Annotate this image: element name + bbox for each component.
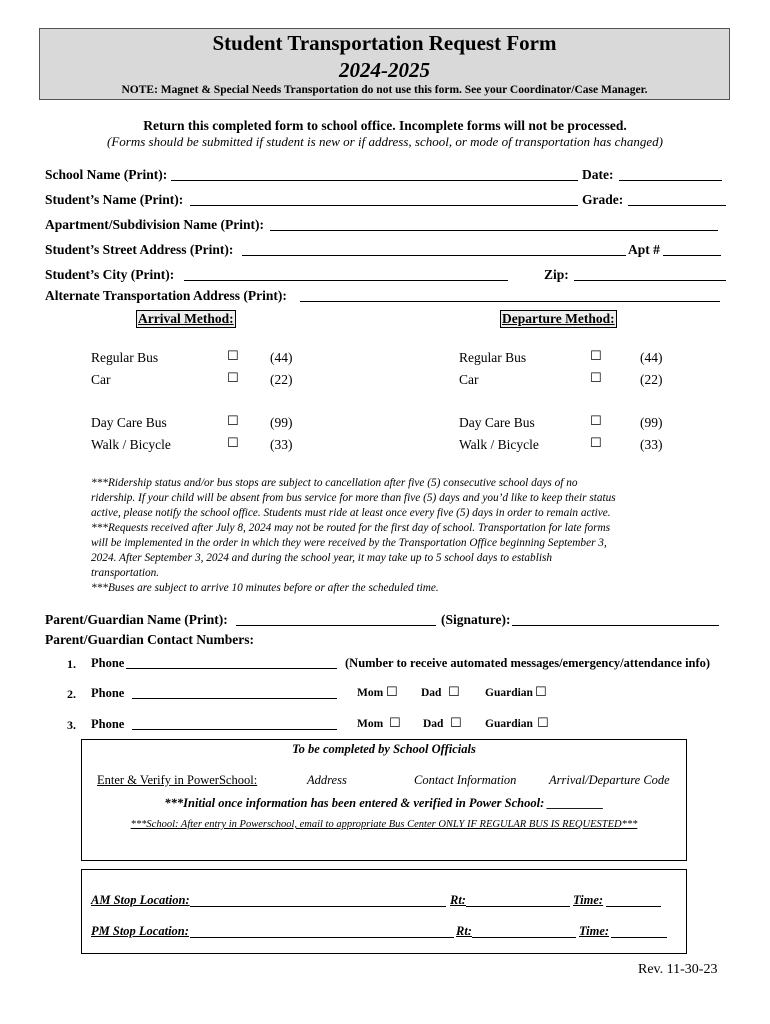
- am-time-input[interactable]: [606, 906, 661, 907]
- phone3-label: Phone: [91, 717, 125, 731]
- officials-address: Address: [307, 773, 347, 787]
- pm-stop-input[interactable]: [190, 937, 454, 938]
- arrival-day-care-bus-code: (99): [270, 415, 293, 430]
- departure-regular-bus-code: (44): [640, 350, 663, 365]
- notice-line: active, please notify the school office. Students must ride at least once every five (5) days in order to remain active.: [91, 507, 611, 519]
- notice-line: transportation.: [91, 567, 160, 579]
- header-note: NOTE: Magnet & Special Needs Transportation do not use this form. See your Coordinator/Case Manager.: [121, 84, 648, 96]
- grade-input[interactable]: [628, 205, 726, 206]
- apartment-input[interactable]: [270, 230, 718, 231]
- school-name-input[interactable]: [171, 180, 578, 181]
- revision-label: Rev. 11-30-23: [638, 962, 718, 977]
- phone3-mom-label: Mom: [357, 718, 384, 730]
- form-title: Student Transportation Request Form: [212, 31, 557, 55]
- phone1-number: 1.: [67, 657, 76, 671]
- am-time-label: Time:: [573, 893, 604, 907]
- phone2-number: 2.: [67, 687, 76, 701]
- am-stop-label: AM Stop Location:: [91, 893, 190, 907]
- parent-name-label: Parent/Guardian Name (Print):: [45, 612, 228, 627]
- signature-label: (Signature):: [441, 612, 511, 627]
- grade-label: Grade:: [582, 192, 624, 207]
- phone2-mom-label: Mom: [357, 687, 384, 699]
- alt-address-label: Alternate Transportation Address (Print):: [45, 288, 287, 303]
- zip-label: Zip:: [544, 267, 569, 282]
- phone2-guardian-checkbox[interactable]: ☐: [535, 685, 547, 700]
- departure-day-care-bus-code: (99): [640, 415, 663, 430]
- am-rt-label: Rt:: [450, 893, 466, 907]
- arrival-option-walk-bicycle: Walk / Bicycle: [91, 437, 171, 452]
- phone1-label: Phone: [91, 656, 125, 670]
- phone3-input[interactable]: [132, 729, 337, 730]
- phone2-label: Phone: [91, 686, 125, 700]
- departure-car-checkbox[interactable]: ☐: [590, 371, 602, 386]
- departure-car-code: (22): [640, 372, 663, 387]
- street-label: Student’s Street Address (Print):: [45, 242, 234, 257]
- arrival-option-regular-bus: Regular Bus: [91, 350, 159, 365]
- phone3-dad-checkbox[interactable]: ☐: [450, 716, 462, 731]
- phone2-dad-label: Dad: [421, 687, 442, 699]
- phone1-input[interactable]: [126, 668, 337, 669]
- phone3-guardian-label: Guardian: [485, 718, 533, 730]
- student-name-input[interactable]: [190, 205, 578, 206]
- intro-line2: (Forms should be submitted if student is new or if address, school, or mode of transportation has changed): [107, 134, 663, 149]
- departure-day-care-bus-checkbox[interactable]: ☐: [590, 414, 602, 429]
- date-label: Date:: [582, 167, 614, 182]
- apartment-label: Apartment/Subdivision Name (Print):: [45, 217, 264, 232]
- notice-line: ***Ridership status and/or bus stops are subject to cancellation after five (5) consecutive school days of no: [91, 477, 578, 489]
- phone3-mom-checkbox[interactable]: ☐: [389, 716, 401, 731]
- phone2-input[interactable]: [132, 698, 337, 699]
- departure-regular-bus-checkbox[interactable]: ☐: [590, 349, 602, 364]
- parent-name-input[interactable]: [236, 625, 436, 626]
- pm-stop-label: PM Stop Location:: [91, 924, 189, 938]
- departure-option-walk-bicycle: Walk / Bicycle: [459, 437, 539, 452]
- signature-input[interactable]: [512, 625, 719, 626]
- phone3-guardian-checkbox[interactable]: ☐: [537, 716, 549, 731]
- arrival-regular-bus-checkbox[interactable]: ☐: [227, 349, 239, 364]
- student-name-label: Student’s Name (Print):: [45, 192, 184, 207]
- departure-option-day-care-bus: Day Care Bus: [459, 415, 535, 430]
- departure-walk-bicycle-checkbox[interactable]: ☐: [590, 436, 602, 451]
- city-label: Student’s City (Print):: [45, 267, 175, 282]
- pm-rt-input[interactable]: [472, 937, 576, 938]
- arrival-car-code: (22): [270, 372, 293, 387]
- apt-label: Apt #: [628, 242, 660, 257]
- departure-option-car: Car: [459, 372, 479, 387]
- am-rt-input[interactable]: [466, 906, 570, 907]
- date-input[interactable]: [619, 180, 722, 181]
- notice-line: 2024. After September 3, 2024 and during the school year, it may take up to 5 school days to establish: [91, 552, 553, 564]
- phone2-dad-checkbox[interactable]: ☐: [448, 685, 460, 700]
- officials-initial: ***Initial once information has been entered & verified in Power School: _________: [164, 796, 604, 810]
- alt-address-input[interactable]: [300, 301, 720, 302]
- arrival-car-checkbox[interactable]: ☐: [227, 371, 239, 386]
- street-input[interactable]: [242, 255, 626, 256]
- arrival-method-label: Arrival Method:: [138, 311, 234, 326]
- officials-title: To be completed by School Officials: [292, 742, 476, 756]
- pm-rt-label: Rt:: [456, 924, 472, 938]
- phone2-guardian-label: Guardian: [485, 687, 533, 699]
- form-year: 2024-2025: [339, 58, 430, 82]
- zip-input[interactable]: [574, 280, 726, 281]
- am-stop-input[interactable]: [190, 906, 446, 907]
- pm-time-label: Time:: [579, 924, 610, 938]
- arrival-walk-bicycle-code: (33): [270, 437, 293, 452]
- pm-time-input[interactable]: [611, 937, 667, 938]
- arrival-walk-bicycle-checkbox[interactable]: ☐: [227, 436, 239, 451]
- notice-line: ***Buses are subject to arrive 10 minutes before or after the scheduled time.: [91, 582, 439, 594]
- officials-contact: Contact Information: [414, 773, 517, 787]
- phone3-dad-label: Dad: [423, 718, 444, 730]
- arrival-day-care-bus-checkbox[interactable]: ☐: [227, 414, 239, 429]
- departure-option-regular-bus: Regular Bus: [459, 350, 527, 365]
- apt-input[interactable]: [663, 255, 721, 256]
- contact-numbers-label: Parent/Guardian Contact Numbers:: [45, 632, 254, 647]
- stops-box: [81, 869, 687, 954]
- notice-line: will be implemented in the order in which they were received by the Transportation Office beginning September 3,: [91, 537, 607, 549]
- officials-code: Arrival/Departure Code: [549, 773, 670, 787]
- enter-verify-label: [97, 773, 257, 788]
- departure-method-label: Departure Method:: [502, 311, 615, 326]
- school-name-label: School Name (Print):: [45, 167, 168, 182]
- departure-walk-bicycle-code: (33): [640, 437, 663, 452]
- intro-line1: Return this completed form to school office. Incomplete forms will not be processed.: [143, 118, 627, 133]
- notice-line: ridership. If your child will be absent from bus service for more than five (5) days and you’d like to keep their status: [91, 492, 616, 504]
- notice-line: ***Requests received after July 8, 2024 may not be routed for the first day of school. Transportation for late forms: [91, 522, 611, 534]
- arrival-option-day-care-bus: Day Care Bus: [91, 415, 167, 430]
- arrival-option-car: Car: [91, 372, 111, 387]
- phone3-number: 3.: [67, 718, 76, 732]
- officials-school-note: ***School: After entry in Powerschool, email to appropriate Bus Center ONLY IF REGULAR BUS IS REQUESTED***: [130, 819, 638, 830]
- phone2-mom-checkbox[interactable]: ☐: [386, 685, 398, 700]
- city-input[interactable]: [184, 280, 508, 281]
- arrival-regular-bus-code: (44): [270, 350, 293, 365]
- phone1-note: (Number to receive automated messages/emergency/attendance info): [345, 656, 711, 670]
- enter-verify-text: Enter & Verify in PowerSchool:: [97, 773, 258, 787]
